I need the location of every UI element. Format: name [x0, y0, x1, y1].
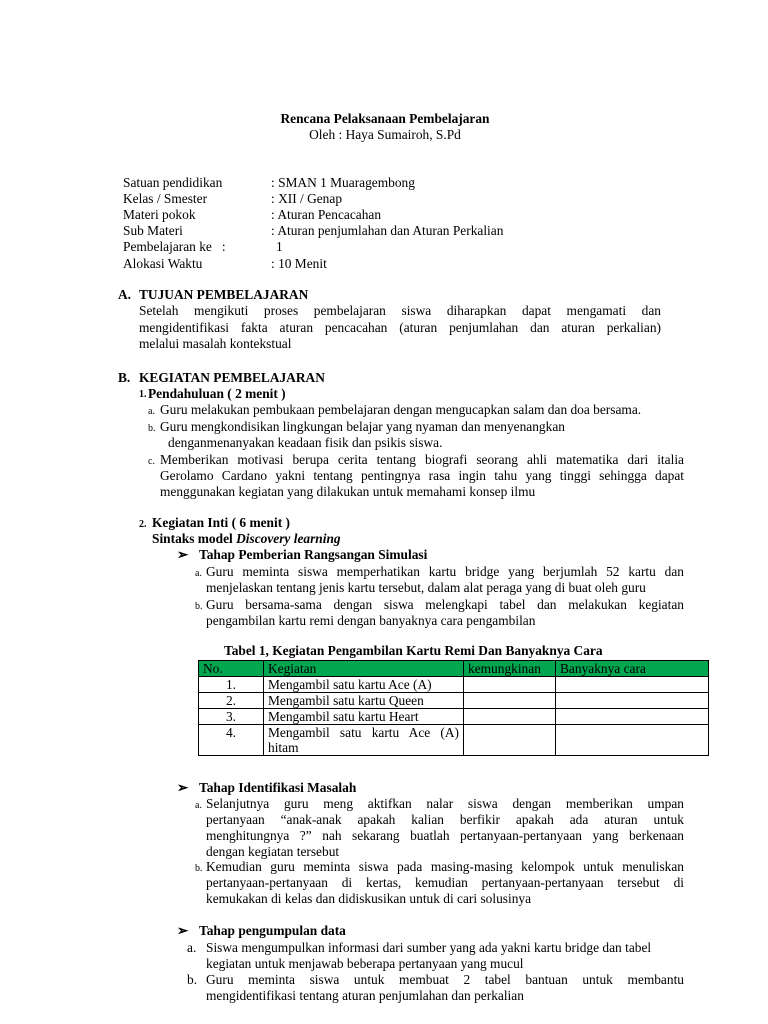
table-cell — [464, 725, 556, 756]
inti-title: Kegiatan Inti ( 6 menit ) — [152, 515, 290, 530]
table-cell — [556, 693, 709, 709]
identity-label: Satuan pendidikan — [123, 175, 223, 190]
list-marker: a. — [195, 568, 202, 579]
table-cell: 3. — [199, 709, 264, 725]
identity-value: 1 — [276, 239, 283, 254]
list-item-text: menghitungnya ?” nah sekarang buatlah pertanyaan-pertanyaan yang berkenaan — [206, 828, 684, 843]
identity-label: Pembelajaran ke : — [123, 239, 226, 254]
list-item-text: Guru meminta siswa memperhatikan kartu bridge yang berjumlah 52 kartu dan — [206, 564, 684, 579]
table-cell — [556, 677, 709, 693]
sintaks-line — [152, 531, 341, 548]
list-item-text: Guru bersama-sama dengan siswa melengkapi tabel dan melakukan kegiatan — [206, 597, 684, 612]
identity-value: : Aturan penjumlahan dan Aturan Perkalian — [271, 223, 504, 238]
list-item-text: Siswa mengumpulkan informasi dari sumber yang ada yakni kartu bridge dan tabel — [206, 940, 652, 955]
list-item-text: Kemudian guru meminta siswa pada masing-masing kelompok untuk menuliskan — [206, 859, 684, 874]
section-a-text: mengidentifikasi fakta aturan pencacahan (aturan penjumlahan dan aturan perkalian) — [139, 320, 661, 335]
list-marker: b. — [195, 863, 203, 874]
table-cell — [464, 709, 556, 725]
arrow-bullet-icon: ➢ — [177, 547, 189, 562]
section-a-text: melalui masalah kontekstual — [139, 336, 292, 351]
identity-value: : Aturan Pencacahan — [271, 207, 382, 222]
arrow-bullet-icon: ➢ — [177, 780, 189, 795]
activity-table — [198, 660, 709, 756]
column-header: kemungkinan — [464, 661, 556, 677]
table-row — [199, 677, 709, 693]
list-marker: c. — [148, 456, 155, 467]
table-row — [199, 725, 709, 756]
list-marker: a. — [187, 940, 197, 955]
section-a-marker: A. — [118, 287, 132, 302]
table-cell: 4. — [199, 725, 264, 756]
list-item-text: kegiatan untuk menjawab beberapa pertanyaan yang mucul — [206, 956, 524, 971]
list-item-text: pengambilan kartu remi dengan banyaknya cara pengambilan — [206, 613, 536, 628]
list-item-text: menggunakan kegiatan yang dilakukan untuk memahami konsep ilmu — [160, 484, 536, 499]
list-item-text: Gerolamo Cardano yakni tentang pentingnya rasa ingin tahu yang tinggi sehingga dapat — [160, 468, 684, 483]
list-item-text: denganmenanyakan keadaan fisik dan psikis siswa. — [168, 435, 443, 450]
inti-number: 2. — [139, 519, 147, 530]
list-item-text: Guru melakukan pembukaan pembelajaran dengan mengucapkan salam dan doa bersama. — [160, 402, 642, 417]
list-item-text: Selanjutnya guru meng aktifkan nalar siswa dengan memberikan umpan — [206, 796, 684, 811]
table-caption: Tabel 1, Kegiatan Pengambilan Kartu Remi Dan Banyaknya Cara — [224, 643, 603, 658]
cell-line: hitam — [268, 740, 299, 755]
arrow-bullet-icon: ➢ — [177, 923, 189, 938]
cell-line: Mengambil satu kartu Ace (A) — [268, 725, 459, 740]
list-item-text: dengan kegiatan tersebut — [206, 844, 340, 859]
list-item-text: Guru meminta siswa untuk membuat 2 tabel bantuan untuk membantu — [206, 972, 684, 987]
column-header: No. — [199, 661, 264, 677]
section-b-heading: KEGIATAN PEMBELAJARAN — [139, 370, 325, 385]
table-row — [199, 693, 709, 709]
stage-title: Tahap Identifikasi Masalah — [199, 780, 357, 795]
list-item-text: mengidentifikasi tentang aturan penjumlahan dan perkalian — [206, 988, 524, 1003]
column-header: Kegiatan — [264, 661, 464, 677]
stage-title: Tahap pengumpulan data — [199, 923, 346, 938]
document-title: Rencana Pelaksanaan Pembelajaran — [280, 111, 490, 126]
section-b-marker: B. — [118, 370, 131, 385]
section-a-text: Setelah mengikuti proses pembelajaran siswa diharapkan dapat mengamati dan — [139, 303, 661, 318]
sintaks-model: Discovery learning — [236, 531, 341, 546]
table-header-row — [199, 661, 709, 677]
section-a-heading: TUJUAN PEMBELAJARAN — [139, 287, 309, 302]
list-marker: a. — [195, 800, 202, 811]
identity-label: Sub Materi — [123, 223, 183, 238]
pendahuluan-number: 1. — [139, 389, 147, 400]
table-cell — [264, 725, 464, 756]
table-cell — [464, 693, 556, 709]
identity-value: : 10 Menit — [271, 256, 327, 271]
list-item-text: pertanyaan-pertanyaan di kertas, kemudian pertanyaan-pertanyaan tersebut di — [206, 875, 684, 890]
table-cell: 1. — [199, 677, 264, 693]
list-marker: b. — [195, 601, 203, 612]
table-cell: Mengambil satu kartu Heart — [264, 709, 464, 725]
identity-value: : XII / Genap — [271, 191, 343, 206]
stage-title: Tahap Pemberian Rangsangan Simulasi — [199, 547, 428, 562]
column-header: Banyaknya cara — [556, 661, 709, 677]
identity-label: Kelas / Smester — [123, 191, 208, 206]
sintaks-prefix: Sintaks model — [152, 531, 237, 546]
list-item-text: menjelaskan tentang jenis kartu tersebut, dalam alat peraga yang di buat oleh guru — [206, 580, 646, 595]
table-cell — [464, 677, 556, 693]
identity-label: Materi pokok — [123, 207, 196, 222]
list-marker: a. — [148, 406, 155, 417]
table-cell: 2. — [199, 693, 264, 709]
list-item-text: kemukakan di kelas dan didiskusikan untuk di cari solusinya — [206, 891, 532, 906]
table-cell — [556, 725, 709, 756]
identity-value: : SMAN 1 Muaragembong — [271, 175, 415, 190]
table-cell: Mengambil satu kartu Queen — [264, 693, 464, 709]
pendahuluan-title: Pendahuluan ( 2 menit ) — [148, 386, 286, 401]
document-author: Oleh : Haya Sumairoh, S.Pd — [309, 127, 461, 142]
table-cell — [556, 709, 709, 725]
list-item-text: Memberikan motivasi berupa cerita tentang biografi seorang ahli matematika dari italia — [160, 452, 684, 467]
list-item-text: Guru mengkondisikan lingkungan belajar yang nyaman dan menyenangkan — [160, 419, 565, 434]
table-cell: Mengambil satu kartu Ace (A) — [264, 677, 464, 693]
table-row — [199, 709, 709, 725]
list-marker: b. — [148, 423, 156, 434]
list-item-text: pertanyaan “anak-anak apakah kalian berfikir apakah ada aturan untuk — [206, 812, 684, 827]
list-marker: b. — [187, 972, 198, 987]
identity-label: Alokasi Waktu — [123, 256, 203, 271]
